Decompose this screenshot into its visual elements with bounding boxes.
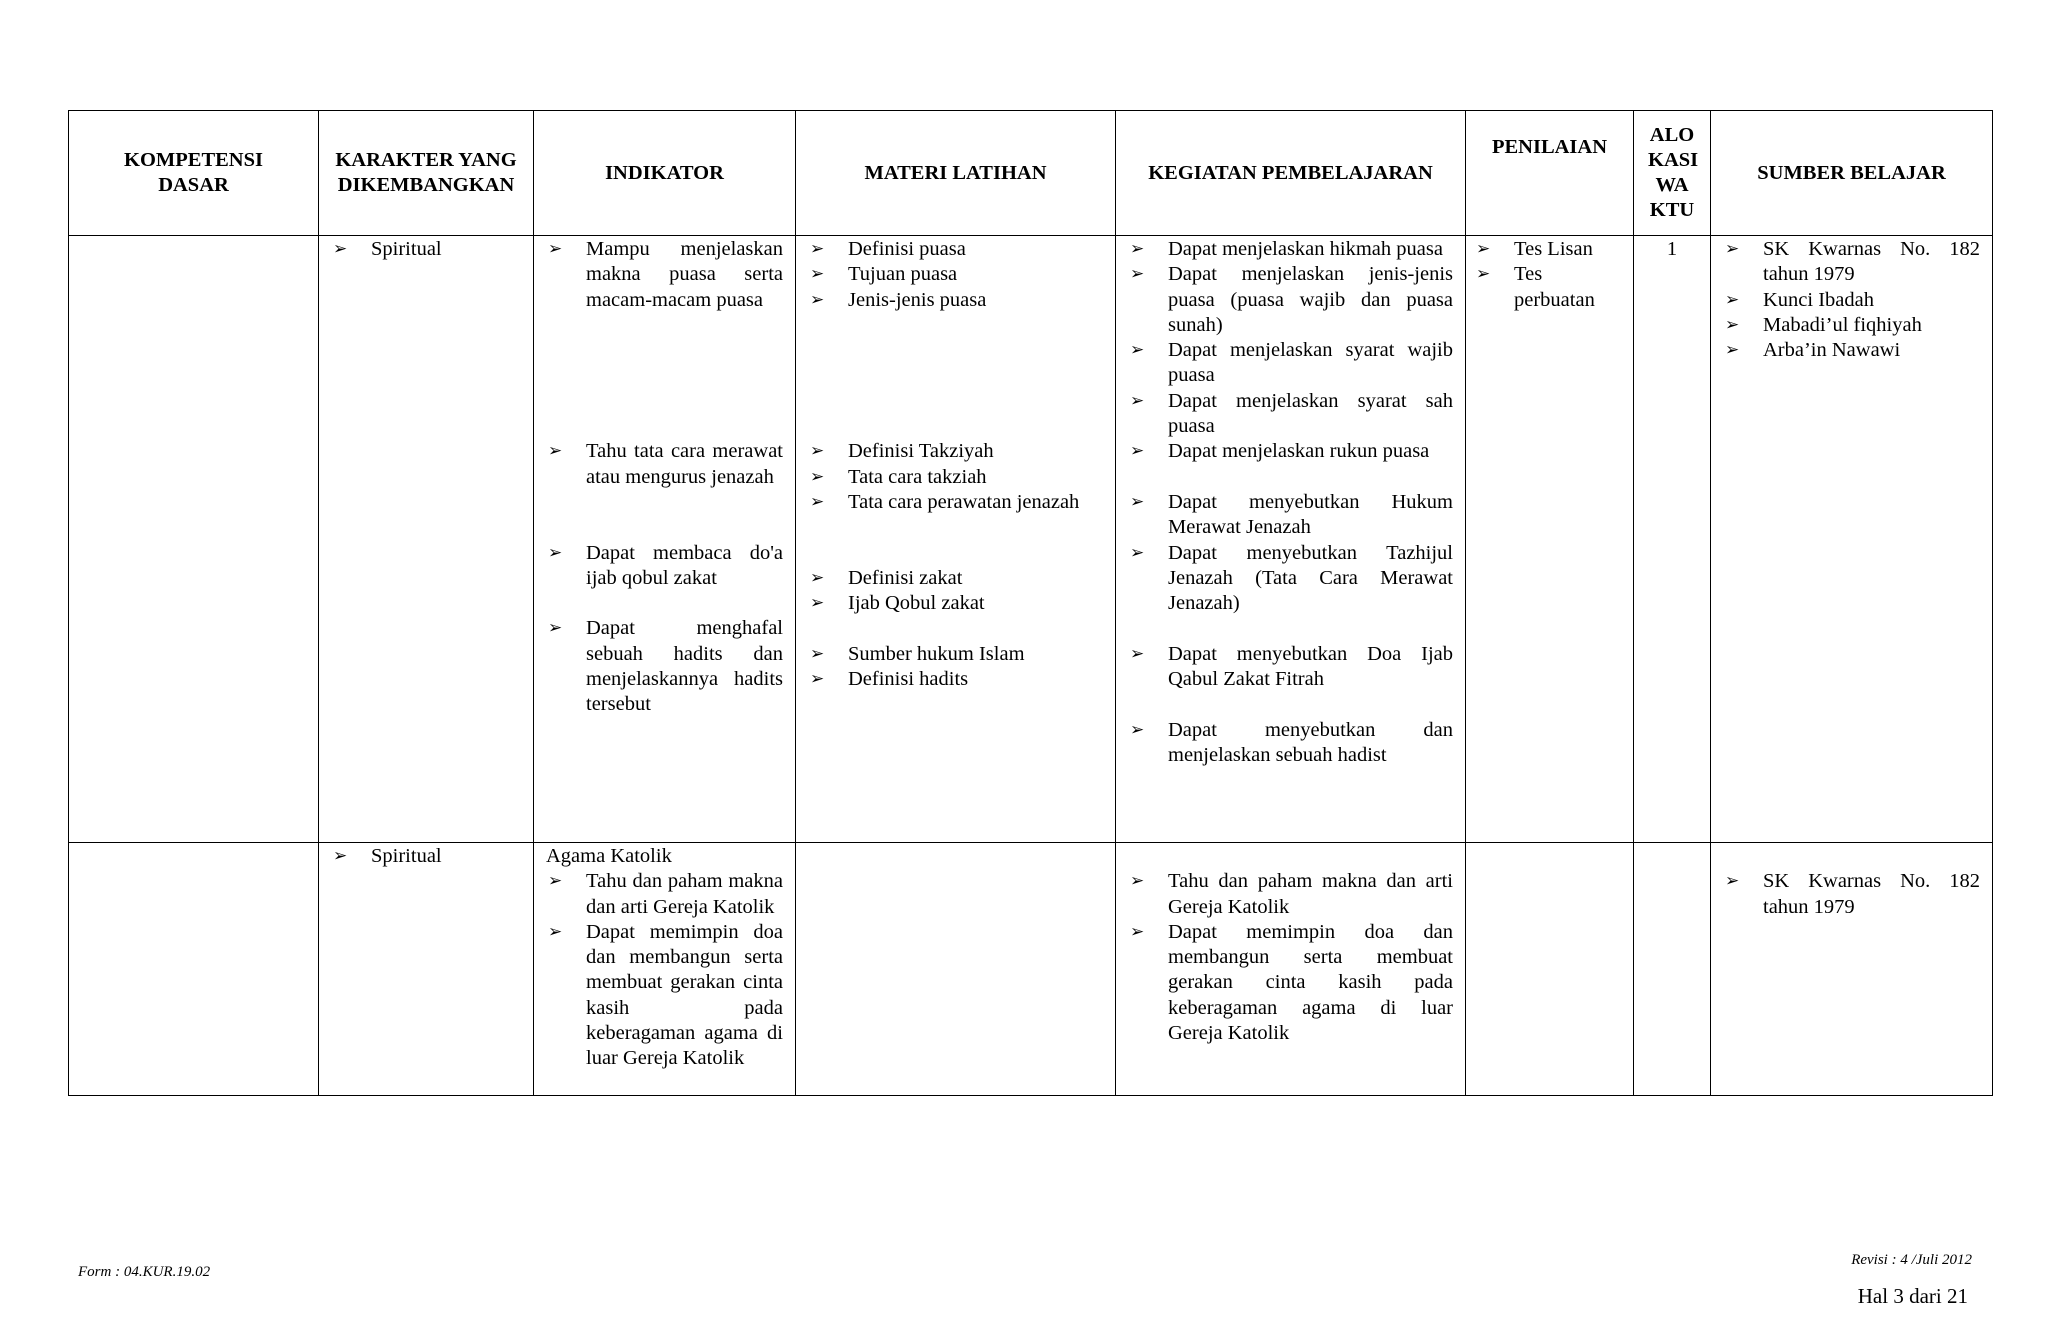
header-penilaian: PENILAIAN (1466, 111, 1634, 236)
list-item: ➢ Tahu tata cara merawat atau mengurus jenazah (546, 439, 783, 490)
list-item: ➢ Jenis-jenis puasa (808, 288, 1103, 313)
page-number: Hal 3 dari 21 (1857, 1284, 1968, 1308)
list-item: ➢ Arba’in Nawawi (1723, 338, 1980, 363)
revision-note: Revisi : 4 /Juli 2012 (1851, 1252, 1972, 1268)
list-item: ➢ Definisi zakat (808, 566, 1103, 591)
list-item: ➢ Dapat menyebutkan Tazhijul Jenazah (Tata Cara Merawat Jenazah) (1128, 541, 1453, 617)
list-item: ➢ Mampu menjelaskan makna puasa serta macam-macam puasa (546, 237, 783, 313)
list-item: ➢ Definisi hadits (808, 667, 1103, 692)
list-item: ➢ SK Kwarnas No. 182 tahun 1979 (1723, 237, 1980, 288)
list-item: ➢ Tata cara perawatan jenazah (808, 490, 1103, 515)
list-item: ➢ Tes Lisan (1474, 237, 1621, 262)
header-alokasi: ALO KASI WA KTU (1634, 111, 1711, 236)
list-item: ➢ Tujuan puasa (808, 262, 1103, 287)
list-item: ➢ Dapat menjelaskan rukun puasa (1128, 439, 1453, 464)
sumber-cell (1711, 236, 1993, 843)
list-item: ➢ Dapat menjelaskan hikmah puasa (1128, 237, 1453, 262)
list-item: ➢ Definisi puasa (808, 237, 1103, 262)
list-item: ➢ Spiritual (331, 237, 521, 262)
alokasi-cell (1634, 843, 1711, 1096)
list-item: ➢ Spiritual (331, 844, 521, 869)
karakter-cell (319, 236, 534, 843)
list-item: ➢ SK Kwarnas No. 182 tahun 1979 (1723, 869, 1980, 920)
list-item: ➢ Dapat menjelaskan syarat sah puasa (1128, 389, 1453, 440)
alokasi-cell: 1 (1634, 236, 1711, 843)
list-item: ➢ Mabadi’ul fiqhiyah (1723, 313, 1980, 338)
karakter-cell (319, 843, 534, 1096)
table-row (69, 843, 1993, 1096)
list-item: ➢ Tahu dan paham makna dan arti Gereja Katolik (1128, 869, 1453, 920)
indikator-cell (534, 236, 796, 843)
kompetensi-cell (69, 843, 319, 1096)
list-item: ➢ Dapat menyebutkan Hukum Merawat Jenazah (1128, 490, 1453, 541)
header-row (69, 111, 1993, 236)
form-code: Form : 04.KUR.19.02 (78, 1264, 211, 1280)
list-item: ➢ Dapat memimpin doa dan membangun serta membuat gerakan cinta kasih pada keberagaman agama di luar Gereja Katolik (546, 920, 783, 1072)
list-item: ➢ Dapat menjelaskan syarat wajib puasa (1128, 338, 1453, 389)
list-item: ➢ Dapat menghafal sebuah hadits dan menjelaskannya hadits tersebut (546, 616, 783, 717)
list-item: ➢ Tes perbuatan (1474, 262, 1621, 313)
header-kegiatan: KEGIATAN PEMBELAJARAN (1116, 111, 1466, 236)
list-item: ➢ Dapat membaca do'a ijab qobul zakat (546, 541, 783, 592)
list-item: ➢ Dapat memimpin doa dan membangun serta membuat gerakan cinta kasih pada keberagaman agama di luar Gereja Katolik (1128, 920, 1453, 1046)
sumber-cell (1711, 843, 1993, 1096)
materi-cell (796, 236, 1116, 843)
header-materi: MATERI LATIHAN (796, 111, 1116, 236)
indikator-title: Agama Katolik (546, 845, 672, 867)
kegiatan-cell (1116, 843, 1466, 1096)
header-karakter: KARAKTER YANG DIKEMBANGKAN (319, 111, 534, 236)
list-item: ➢ Dapat menyebutkan dan menjelaskan sebuah hadist (1128, 718, 1453, 769)
list-item: ➢ Sumber hukum Islam (808, 642, 1103, 667)
syllabus-table (68, 110, 1993, 1096)
indikator-cell (534, 843, 796, 1096)
header-sumber: SUMBER BELAJAR (1711, 111, 1993, 236)
header-kompetensi: KOMPETENSI DASAR (69, 111, 319, 236)
list-item: ➢ Dapat menjelaskan jenis-jenis puasa (puasa wajib dan puasa sunah) (1128, 262, 1453, 338)
list-item: ➢ Kunci Ibadah (1723, 288, 1980, 313)
kegiatan-cell (1116, 236, 1466, 843)
list-item: ➢ Tata cara takziah (808, 465, 1103, 490)
header-indikator: INDIKATOR (534, 111, 796, 236)
materi-cell (796, 843, 1116, 1096)
kompetensi-cell (69, 236, 319, 843)
list-item: ➢ Dapat menyebutkan Doa Ijab Qabul Zakat Fitrah (1128, 642, 1453, 693)
table-row (69, 236, 1993, 843)
list-item: ➢ Tahu dan paham makna dan arti Gereja Katolik (546, 869, 783, 920)
list-item: ➢ Definisi Takziyah (808, 439, 1103, 464)
penilaian-cell (1466, 843, 1634, 1096)
list-item: ➢ Ijab Qobul zakat (808, 591, 1103, 616)
penilaian-cell (1466, 236, 1634, 843)
